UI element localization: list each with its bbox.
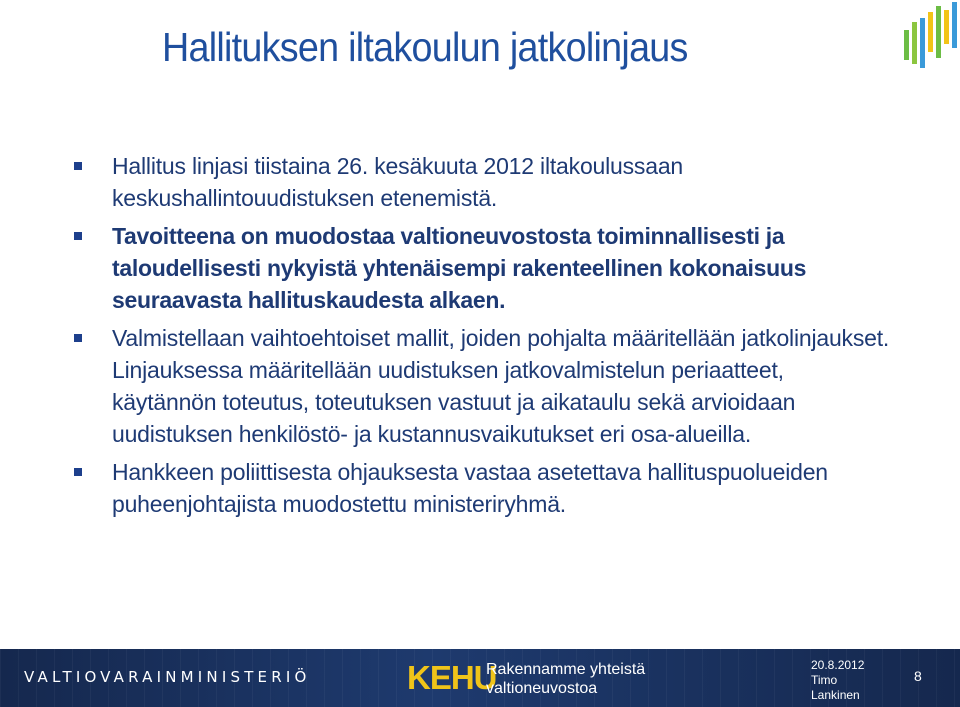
bullet-text: Tavoitteena on muodostaa valtioneuvostosta toiminnallisesti ja taloudellisesti nykyistä yhtenäisempi rakenteellinen kokonaisuus seuraavasta hallituskaudesta alkaen. <box>112 223 807 313</box>
kehu-logo <box>407 659 497 696</box>
footer-organization: VALTIOVARAINMINISTERIÖ <box>24 668 311 686</box>
bullet-item <box>74 322 894 450</box>
kehu-tagline-line2: valtioneuvostoa <box>486 680 598 697</box>
bullet-text: Hallitus linjasi tiistaina 26. kesäkuuta 2012 iltakoulussaan keskushallintouudistuksen etenemistä. <box>112 153 684 211</box>
footer-author: Timo Lankinen <box>811 673 860 702</box>
corner-bars-graphic <box>902 0 960 72</box>
square-bullet-icon <box>74 232 82 240</box>
kehu-tagline-line1: Rakennamme yhteistä <box>486 661 646 678</box>
slide-title: Hallituksen iltakoulun jatkolinjaus <box>162 24 688 70</box>
bullet-item <box>74 456 894 520</box>
footer-bar <box>0 649 960 707</box>
square-bullet-icon <box>74 162 82 170</box>
bullet-item <box>74 150 894 214</box>
kehu-tagline <box>486 660 645 698</box>
bullet-list <box>74 150 894 526</box>
page-number: 8 <box>914 668 922 684</box>
square-bullet-icon <box>74 334 82 342</box>
footer-date: 20.8.2012 <box>811 658 865 672</box>
bullet-item <box>74 220 894 316</box>
bullet-text: Valmistellaan vaihtoehtoiset mallit, joiden pohjalta määritellään jatkolinjaukset. Linjauksessa määritellään uudistuksen jatkovalmistelun periaatteet, käytännön toteutus, toteutuksen vastuut ja aikataulu sekä arvioidaan uudistuksen henkilöstö- ja kustannusvaikutukset eri osa-alueilla. <box>112 325 890 447</box>
bullet-text: Hankkeen poliittisesta ohjauksesta vastaa asetettava hallituspuolueiden puheenjohtajista muodostettu ministeriryhmä. <box>112 459 828 517</box>
kehu-logo-text: KEHU <box>407 659 497 696</box>
square-bullet-icon <box>74 468 82 476</box>
